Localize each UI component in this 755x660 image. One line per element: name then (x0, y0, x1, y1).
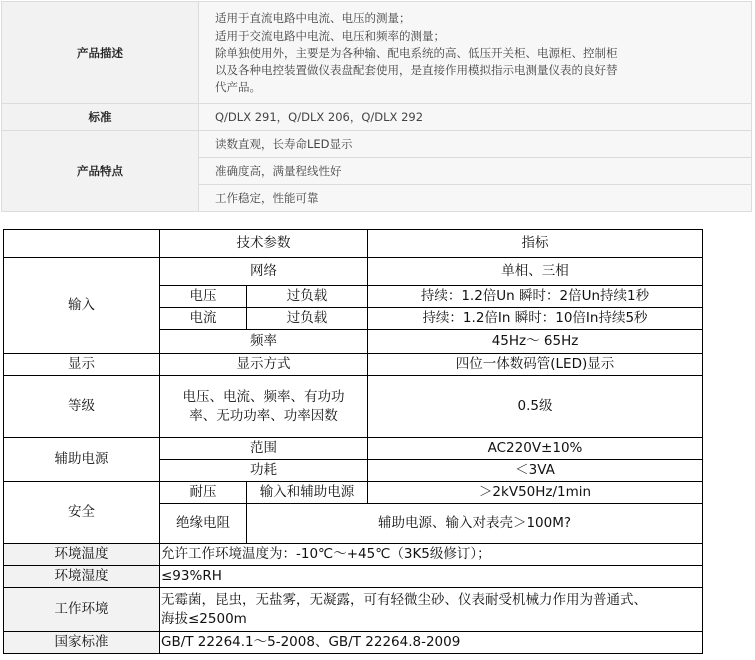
aux-power-label: 辅助电源 (4, 438, 160, 482)
description-line: 代产品。 (215, 80, 261, 95)
product-info-table (1, 1, 752, 212)
work-env-line: 无霉菌，昆虫，无盐雾，无凝露，可有轻微尘砂、仪表耐受机械力作用为普通式、 (161, 591, 647, 608)
aux-consumption-label: 功耗 (160, 460, 368, 482)
env-humidity-label: 环境湿度 (4, 566, 160, 588)
features-label: 产品特点 (2, 131, 199, 212)
info-row-standard (2, 104, 752, 131)
frequency-value: 45Hz～ 65Hz (368, 330, 703, 354)
info-row-feature (2, 131, 752, 158)
withstand-sub: 输入和辅助电源 (247, 482, 368, 504)
grade-params-line: 电压、电流、频率、有功功 (182, 388, 345, 405)
spec-row-network (4, 258, 703, 286)
national-standard-label: 国家标准 (4, 632, 160, 654)
feature-item: 工作稳定，性能可靠 (199, 185, 752, 212)
info-row-description (2, 2, 752, 104)
spec-table (3, 229, 703, 654)
description-line: 以及各种电控装置做仪表盘配套使用，是直接作用模拟指示电测量仪表的良好替 (215, 63, 618, 78)
grade-value: 0.5级 (368, 376, 703, 438)
current-label: 电流 (160, 308, 247, 330)
work-env-line: 海拔≤2500m (161, 610, 247, 627)
feature-item: 准确度高，满量程线性好 (199, 158, 752, 185)
network-label: 网络 (160, 258, 368, 286)
current-overload: 过负载 (247, 308, 368, 330)
network-value: 单相、三相 (368, 258, 703, 286)
spec-row-env-humidity (4, 566, 703, 588)
standard-value: Q/DLX 291，Q/DLX 206，Q/DLX 292 (199, 104, 752, 131)
voltage-label: 电压 (160, 286, 247, 308)
header-param: 技术参数 (160, 230, 368, 258)
spec-row-env-temp (4, 544, 703, 566)
withstand-value: ＞2kV50Hz/1min (368, 482, 703, 504)
national-standard-value: GB/T 22264.1～5-2008、GB/T 22264.8-2009 (160, 632, 703, 654)
description-value (199, 2, 752, 104)
display-label: 显示 (4, 354, 160, 376)
grade-params-line: 率、无功功率、功率因数 (189, 407, 338, 424)
description-line: 适用于交流电路中电流、电压和频率的测量； (215, 28, 445, 43)
work-env-label: 工作环境 (4, 588, 160, 632)
voltage-value: 持续：1.2倍Un 瞬时：2倍Un持续1秒 (368, 286, 703, 308)
current-value: 持续：1.2倍In 瞬时：10倍In持续5秒 (368, 308, 703, 330)
header-index: 指标 (368, 230, 703, 258)
env-humidity-value: ≤93%RH (160, 566, 703, 588)
spec-row-withstand (4, 482, 703, 504)
env-temp-value: 允许工作环境温度为：-10℃～+45℃（3K5级修订）； (160, 544, 703, 566)
aux-consumption-value: ＜3VA (368, 460, 703, 482)
description-label: 产品描述 (2, 2, 199, 104)
aux-range-value: AC220V±10% (368, 438, 703, 460)
spec-row-display (4, 354, 703, 376)
grade-params (160, 376, 368, 438)
standard-label: 标准 (2, 104, 199, 131)
aux-range-label: 范围 (160, 438, 368, 460)
description-line: 适用于直流电路中电流、电压的测量； (215, 11, 411, 26)
input-label: 输入 (4, 258, 160, 354)
env-temp-label: 环境温度 (4, 544, 160, 566)
display-mode-label: 显示方式 (160, 354, 368, 376)
spec-header-blank (4, 230, 160, 258)
display-mode-value: 四位一体数码管(LED)显示 (368, 354, 703, 376)
spec-row-national-standard (4, 632, 703, 654)
feature-item: 读数直观，长寿命LED显示 (199, 131, 752, 158)
description-line: 除单独使用外，主要是为各种输、配电系统的高、低压开关柜、电源柜、控制柜 (215, 45, 618, 60)
grade-label: 等级 (4, 376, 160, 438)
work-env-value (160, 588, 703, 632)
voltage-overload: 过负载 (247, 286, 368, 308)
insulation-value: 辅助电源、输入对表壳＞100M? (247, 504, 703, 544)
spec-row-grade (4, 376, 703, 438)
insulation-label: 绝缘电阻 (160, 504, 247, 544)
frequency-label: 频率 (160, 330, 368, 354)
safety-label: 安全 (4, 482, 160, 544)
spec-row-work-env (4, 588, 703, 632)
spec-header-row (4, 230, 703, 258)
withstand-label: 耐压 (160, 482, 247, 504)
spec-row-aux-range (4, 438, 703, 460)
